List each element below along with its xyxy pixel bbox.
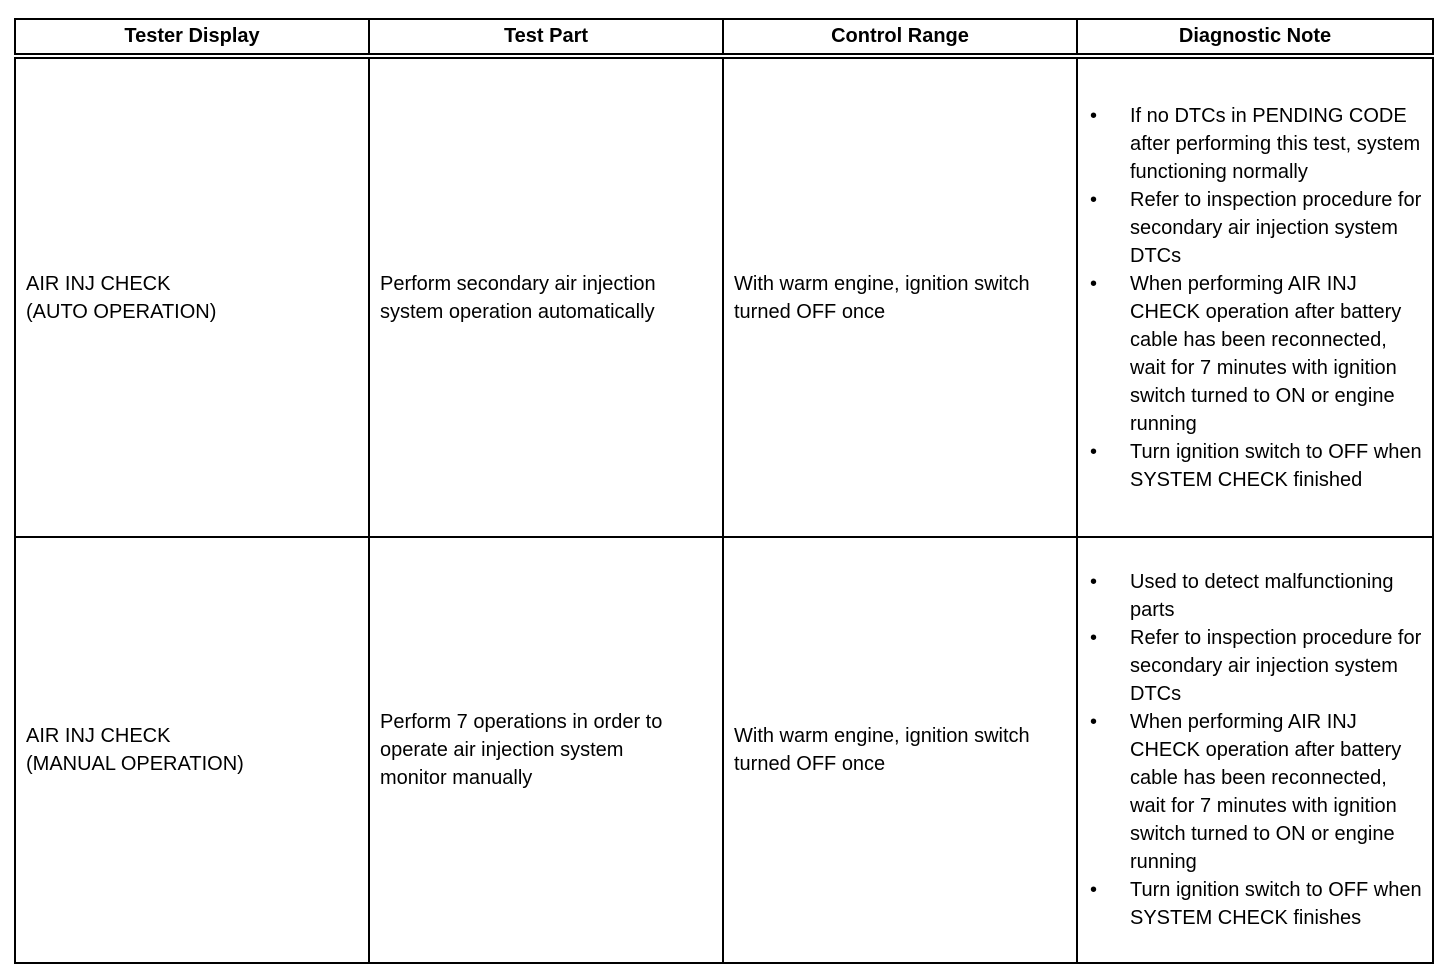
bullet-icon: •	[1090, 879, 1098, 901]
bullet-icon: •	[1090, 571, 1098, 593]
bullet-icon: •	[1090, 711, 1098, 733]
list-item	[1088, 438, 1424, 494]
note-text: When performing AIR INJ CHECK operation after battery cable has been reconnected, wait for 7 minutes with ignition switch turned to ON or engine running	[1130, 272, 1402, 435]
tester-display-text: AIR INJ CHECK (AUTO OPERATION)	[26, 272, 217, 323]
list-item	[1088, 624, 1424, 708]
list-item	[1088, 186, 1424, 270]
test-part-cell	[369, 537, 723, 963]
table-row	[15, 537, 1433, 963]
tester-display-cell	[15, 537, 369, 963]
note-text: Turn ignition switch to OFF when SYSTEM CHECK finishes	[1130, 879, 1422, 929]
diagnostic-table	[14, 18, 1434, 964]
bullet-icon: •	[1090, 627, 1098, 649]
header-tester-display: Tester Display	[15, 19, 369, 56]
diagnostic-note-cell	[1077, 56, 1433, 537]
control-range-text: With warm engine, ignition switch turned OFF once	[734, 272, 1030, 323]
tester-display-text: AIR INJ CHECK (MANUAL OPERATION)	[26, 725, 244, 775]
note-text: Used to detect malfunctioning parts	[1130, 571, 1394, 621]
control-range-cell	[723, 537, 1077, 963]
header-diagnostic-note: Diagnostic Note	[1077, 19, 1433, 56]
note-list	[1078, 102, 1432, 494]
list-item	[1088, 708, 1424, 876]
header-control-range: Control Range	[723, 19, 1077, 56]
test-part-text: Perform secondary air injection system operation automatically	[380, 272, 656, 323]
note-text: If no DTCs in PENDING CODE after performing this test, system functioning normally	[1130, 104, 1421, 183]
bullet-icon: •	[1090, 272, 1098, 295]
bullet-icon: •	[1090, 440, 1098, 463]
list-item	[1088, 568, 1424, 624]
note-text: When performing AIR INJ CHECK operation after battery cable has been reconnected, wait for 7 minutes with ignition switch turned to ON or engine running	[1130, 711, 1402, 873]
test-part-text: Perform 7 operations in order to operate air injection system monitor manually	[380, 711, 663, 789]
list-item	[1088, 270, 1424, 438]
diagnostic-note-cell	[1077, 537, 1433, 963]
tester-display-cell	[15, 56, 369, 537]
list-item	[1088, 876, 1424, 932]
note-text: Turn ignition switch to OFF when SYSTEM CHECK finished	[1130, 440, 1422, 491]
control-range-text: With warm engine, ignition switch turned OFF once	[734, 725, 1030, 775]
test-part-cell	[369, 56, 723, 537]
list-item	[1088, 102, 1424, 186]
note-text: Refer to inspection procedure for secondary air injection system DTCs	[1130, 627, 1422, 705]
header-test-part: Test Part	[369, 19, 723, 56]
header-row	[15, 19, 1433, 56]
bullet-icon: •	[1090, 104, 1098, 127]
table-row	[15, 56, 1433, 537]
note-text: Refer to inspection procedure for secondary air injection system DTCs	[1130, 188, 1422, 267]
bullet-icon: •	[1090, 188, 1098, 211]
control-range-cell	[723, 56, 1077, 537]
note-list	[1078, 568, 1432, 932]
